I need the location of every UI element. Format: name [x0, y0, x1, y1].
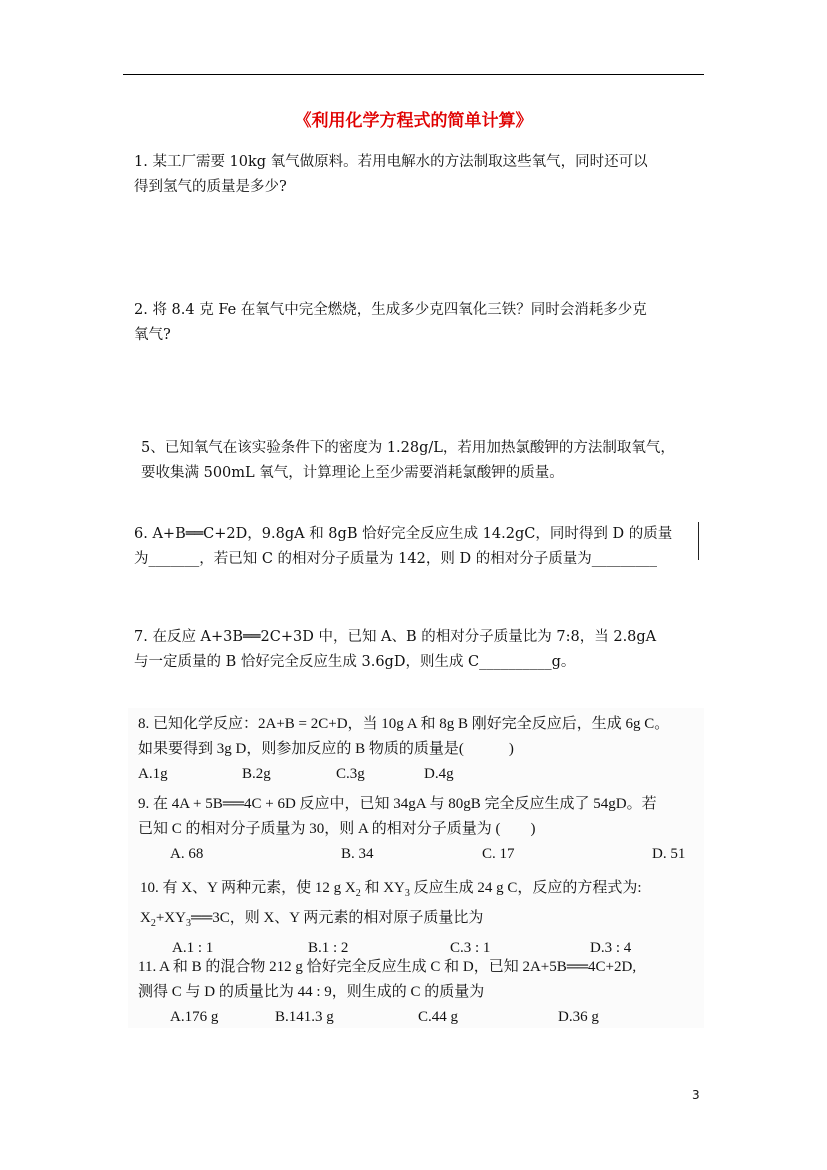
option-b: B.1 : 2	[308, 940, 349, 956]
option-d: D.36 g	[558, 1009, 599, 1025]
question-9	[138, 792, 686, 866]
question-9-line-2: 已知 C 的相对分子质量为 30，则 A 的相对分子质量为 ( )	[138, 821, 536, 837]
option-c: C.44 g	[418, 1009, 459, 1025]
option-a: A.1 : 1	[172, 940, 214, 956]
question-9-options	[138, 842, 686, 866]
question-10-line-2: $X_2+XY_3══3C$，则 X、Y 两元素的相对原子质量比为	[140, 910, 484, 929]
question-7-line-2: 与一定质量的 B 恰好完全反应生成 3.6gD，则生成 C__________g。	[134, 654, 576, 670]
option-b: B.141.3 g	[275, 1009, 334, 1025]
page-title: 《利用化学方程式的简单计算》	[294, 111, 533, 131]
option-a: A.176 g	[170, 1009, 219, 1025]
question-6	[134, 522, 672, 572]
margin-bar	[698, 522, 699, 560]
question-11-line-2: 测得 C 与 D 的质量比为 44 : 9，则生成的 C 的质量为	[138, 984, 485, 1000]
question-8-options	[138, 762, 669, 786]
question-5-line-2: 要收集满 500mL 氧气，计算理论上至少需要消耗氯酸钾的质量。	[141, 465, 564, 481]
header-rule	[123, 74, 704, 75]
option-c: C.3 : 1	[450, 940, 491, 956]
question-8-line-2: 如果要得到 3g D，则参加反应的 B 物质的质量是( )	[138, 741, 514, 757]
question-7-line-1: 7. 在反应 A+3B══2C+3D 中，已知 A、B 的相对分子质量比为 7:8，当 2.8gA	[134, 629, 657, 645]
question-8	[138, 712, 669, 786]
question-6-line-1: 6. A+B══C+2D，9.8gA 和 8gB 恰好完全反应生成 14.2gC，同时得到 D 的质量	[134, 526, 673, 542]
question-7	[134, 625, 656, 675]
option-d: D.4g	[424, 766, 454, 782]
option-d: D. 51	[652, 846, 686, 862]
question-1-line-1: 1. 某工厂需要 10kg 氧气做原料。若用电解水的方法制取这些氧气，同时还可以	[134, 154, 648, 170]
question-8-line-1: 8. 已知化学反应：2A+B = 2C+D，当 10g A 和 8g B 刚好完全反应后，生成 6g C。	[138, 716, 670, 732]
question-11-line-1: 11. A 和 B 的混合物 212 g 恰好完全反应生成 C 和 D，已知 2A+5B══4C+2D,	[138, 959, 637, 975]
question-5-line-1: 5、已知氧气在该实验条件下的密度为 1.28g/L，若用加热氯酸钾的方法制取氧气，	[141, 440, 675, 456]
option-c: C.3g	[336, 766, 365, 782]
question-2	[134, 298, 647, 348]
option-a: A.1g	[138, 766, 168, 782]
question-10	[140, 876, 642, 960]
option-d: D.3 : 4	[590, 940, 632, 956]
option-b: B. 34	[341, 846, 374, 862]
question-11-options	[138, 1005, 636, 1029]
option-b: B.2g	[242, 766, 271, 782]
option-a: A. 68	[170, 846, 204, 862]
question-9-line-1: 9. 在 4A + 5B══4C + 6D 反应中，已知 34gA 与 80gB 完全反应生成了 54gD。若	[138, 796, 657, 812]
question-2-line-2: 氧气?	[134, 327, 171, 343]
question-2-line-1: 2. 将 8.4 克 Fe 在氧气中完全燃烧，生成多少克四氧化三铁？同时会消耗多少克	[134, 302, 647, 318]
page-number: 3	[692, 1088, 700, 1102]
question-1	[134, 150, 648, 200]
question-5	[141, 436, 675, 486]
question-1-line-2: 得到氢气的质量是多少?	[134, 179, 287, 195]
question-11	[138, 955, 636, 1029]
option-c: C. 17	[482, 846, 515, 862]
question-10-line-1: 10. 有 X、Y 两种元素，使 12 g $X_2$ 和 $XY_3$ 反应生成 24 g C，反应的方程式为:	[140, 880, 642, 899]
question-6-line-2: 为_______，若已知 C 的相对分子质量为 142，则 D 的相对分子质量为_________	[134, 551, 657, 567]
